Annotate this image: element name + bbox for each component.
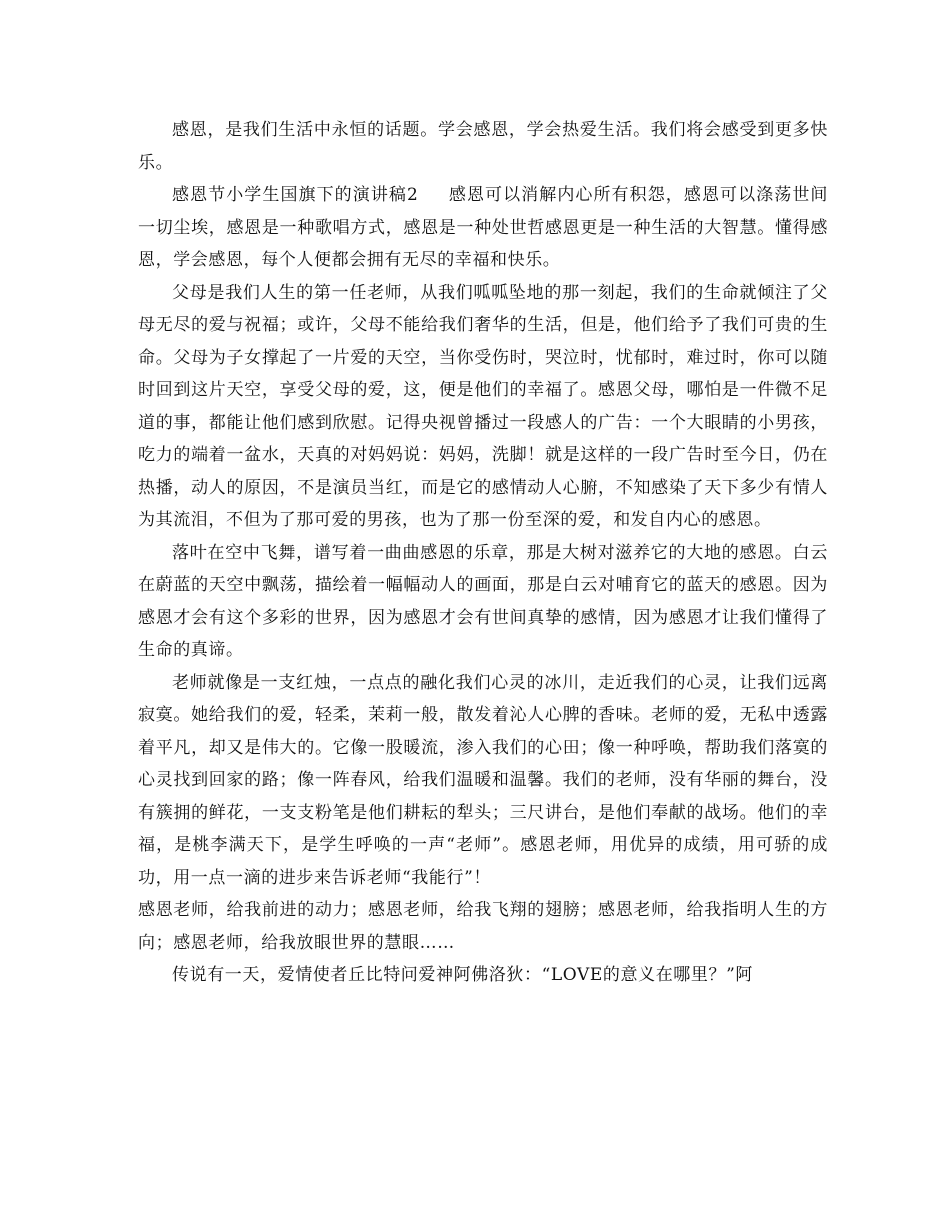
paragraph-2 xyxy=(138,179,828,277)
paragraph-4: 落叶在空中飞舞，谱写着一曲曲感恩的乐章，那是大树对滋养它的大地的感恩。白云在蔚蓝的天空中飘荡，描绘着一幅幅动人的画面，那是白云对哺育它的蓝天的感恩。因为感恩才会有这个多彩的世界，因为感恩才会有世间真挚的感情，因为感恩才让我们懂得了生命的真谛。 xyxy=(138,542,828,660)
paragraph-1: 感恩，是我们生活中永恒的话题。学会感恩，学会热爱生活。我们将会感受到更多快乐。 xyxy=(138,120,828,173)
paragraph-7: 传说有一天，爱情使者丘比特问爱神阿佛洛狄：“LOVE的意义在哪里？”阿 xyxy=(172,965,753,985)
document-body xyxy=(138,114,828,992)
inline-heading: 感恩节小学生国旗下的演讲稿2 xyxy=(172,185,419,205)
paragraph-3: 父母是我们人生的第一任老师，从我们呱呱坠地的那一刻起，我们的生命就倾注了父母无尽的爱与祝福；或许，父母不能给我们奢华的生活，但是，他们给予了我们可贵的生命。父母为子女撑起了一片爱的天空，当你受伤时，哭泣时，忧郁时，难过时，你可以随时回到这片天空，享受父母的爱，这，便是他们的幸福了。感恩父母，哪怕是一件微不足道的事，都能让他们感到欣慰。记得央视曾播过一段感人的广告：一个大眼睛的小男孩，吃力的端着一盆水，天真的对妈妈说：妈妈，洗脚！就是这样的一段广告时至今日，仍在热播，动人的原因，不是演员当红，而是它的感情动人心腑，不知感染了天下多少有情人为其流泪，不但为了那可爱的男孩，也为了那一份至深的爱，和发自内心的感恩。 xyxy=(138,282,828,530)
paragraph-5: 老师就像是一支红烛，一点点的融化我们心灵的冰川，走近我们的心灵，让我们远离寂寞。她给我们的爱，轻柔，茉莉一般，散发着沁人心脾的香味。老师的爱，无私中透露着平凡，却又是伟大的。它像一股暖流，渗入我们的心田；像一种呼唤，帮助我们落寞的心灵找到回家的路；像一阵春风，给我们温暖和温馨。我们的老师，没有华丽的舞台，没有簇拥的鲜花，一支支粉笔是他们耕耘的犁头；三尺讲台，是他们奉献的战场。他们的幸福，是桃李满天下，是学生呼唤的一声“老师”。感恩老师，用优异的成绩，用可骄的成功，用一点一滴的进步来告诉老师“我能行”！ xyxy=(138,672,828,888)
paragraph-2-text: 感恩可以消解内心所有积怨，感恩可以涤荡世间一切尘埃，感恩是一种歌唱方式，感恩是一种处世哲感恩更是一种生活的大智慧。懂得感恩，学会感恩，每个人便都会拥有无尽的幸福和快乐。 xyxy=(138,185,828,270)
paragraph-6: 感恩老师，给我前进的动力；感恩老师，给我飞翔的翅膀；感恩老师，给我指明人生的方向；感恩老师，给我放眼世界的慧眼…… xyxy=(138,900,828,953)
